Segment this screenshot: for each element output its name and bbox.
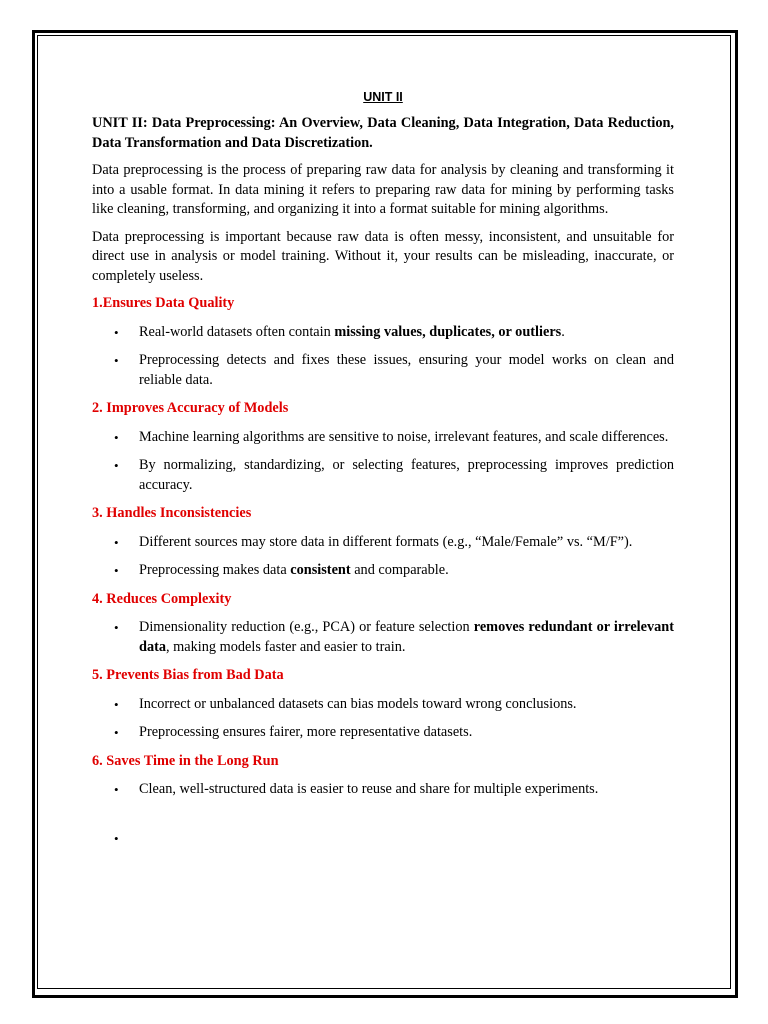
list-item (92, 323, 674, 343)
empty-bullet-list (92, 829, 674, 849)
list-item (92, 533, 674, 553)
bullet-icon: • (114, 324, 119, 340)
section-heading: 4. Reduces Complexity (92, 590, 232, 607)
list-item (92, 428, 674, 448)
unit-subtitle: UNIT II: Data Preprocessing: An Overview, Data Cleaning, Data Integration, Data Reduction, Data Transformation and Data Discretization. (92, 115, 674, 151)
bullet-icon: • (114, 458, 119, 473)
unit-heading: UNIT II (363, 90, 403, 104)
bullet-icon: • (114, 830, 119, 846)
list-item (92, 780, 674, 800)
list-item-text: Different sources may store data in different formats (e.g., “Male/Female” vs. “M/F”). (139, 533, 633, 550)
list-item-text-tail: and comparable. (350, 562, 449, 578)
section-heading: 6. Saves Time in the Long Run (92, 752, 279, 769)
bullet-icon: • (114, 534, 119, 550)
list-item (92, 456, 674, 495)
list-item-text-tail: . (561, 323, 565, 340)
list-item-text: Dimensionality reduction (e.g., PCA) or feature selection (139, 619, 474, 635)
list-item-text: Clean, well-structured data is easier to reuse and share for multiple experiments. (139, 781, 599, 797)
bullet-icon: • (114, 563, 119, 578)
list-item (92, 695, 674, 715)
document-body (92, 88, 674, 857)
list-item-text: Real-world datasets often contain (139, 323, 335, 340)
section-heading: 2. Improves Accuracy of Models (92, 400, 289, 416)
bullet-list (92, 695, 674, 743)
bullet-list (92, 618, 674, 657)
bullet-icon: • (114, 782, 119, 797)
list-item-text: Preprocessing makes data (139, 562, 291, 578)
section-heading: 3. Handles Inconsistencies (92, 505, 252, 521)
list-item (92, 351, 674, 390)
list-item (92, 723, 674, 743)
list-item-text: Machine learning algorithms are sensitive to noise, irrelevant features, and scale differences. (139, 428, 669, 445)
section-heading: 1.Ensures Data Quality (92, 295, 235, 311)
bullet-list (92, 533, 674, 581)
bullet-icon: • (114, 429, 119, 445)
intro-paragraph-1: Data preprocessing is the process of preparing raw data for analysis by cleaning and transforming it into a usable format. In data mining it refers to preparing raw data for mining by performing tasks like cleaning, transforming, and organizing it into a format suitable for mining algorithms. (92, 162, 674, 217)
bullet-icon: • (114, 725, 119, 740)
bullet-list (92, 323, 674, 391)
intro-paragraph-2: Data preprocessing is important because raw data is often messy, inconsistent, and unsuitable for direct use in analysis or model training. Without it, your results can be misleading, inaccurate, or completely useless. (92, 228, 674, 284)
sections-container (92, 294, 674, 800)
section-heading: 5. Prevents Bias from Bad Data (92, 667, 284, 683)
bullet-list (92, 428, 674, 496)
list-item-text: By normalizing, standardizing, or selecting features, preprocessing improves prediction accuracy. (139, 457, 674, 493)
bullet-list (92, 780, 674, 800)
list-item (92, 561, 674, 581)
list-item-text: Incorrect or unbalanced datasets can bias models toward wrong conclusions. (139, 695, 577, 712)
list-item-text-tail: , making models faster and easier to train. (166, 638, 406, 655)
bullet-icon: • (114, 696, 119, 712)
list-item-emphasis: consistent (290, 562, 351, 578)
list-item-text: Preprocessing detects and fixes these issues, ensuring your model works on clean and reliable data. (139, 352, 674, 388)
empty-bullet-item (92, 829, 674, 849)
list-item-emphasis: missing values, duplicates, or outliers (334, 323, 562, 340)
bullet-icon: • (114, 353, 119, 368)
list-item-text: Preprocessing ensures fairer, more representative datasets. (139, 724, 473, 740)
list-item-emphasis: removes redundant or irrelevant data (139, 619, 674, 655)
list-item (92, 618, 674, 657)
bullet-icon: • (114, 620, 119, 635)
